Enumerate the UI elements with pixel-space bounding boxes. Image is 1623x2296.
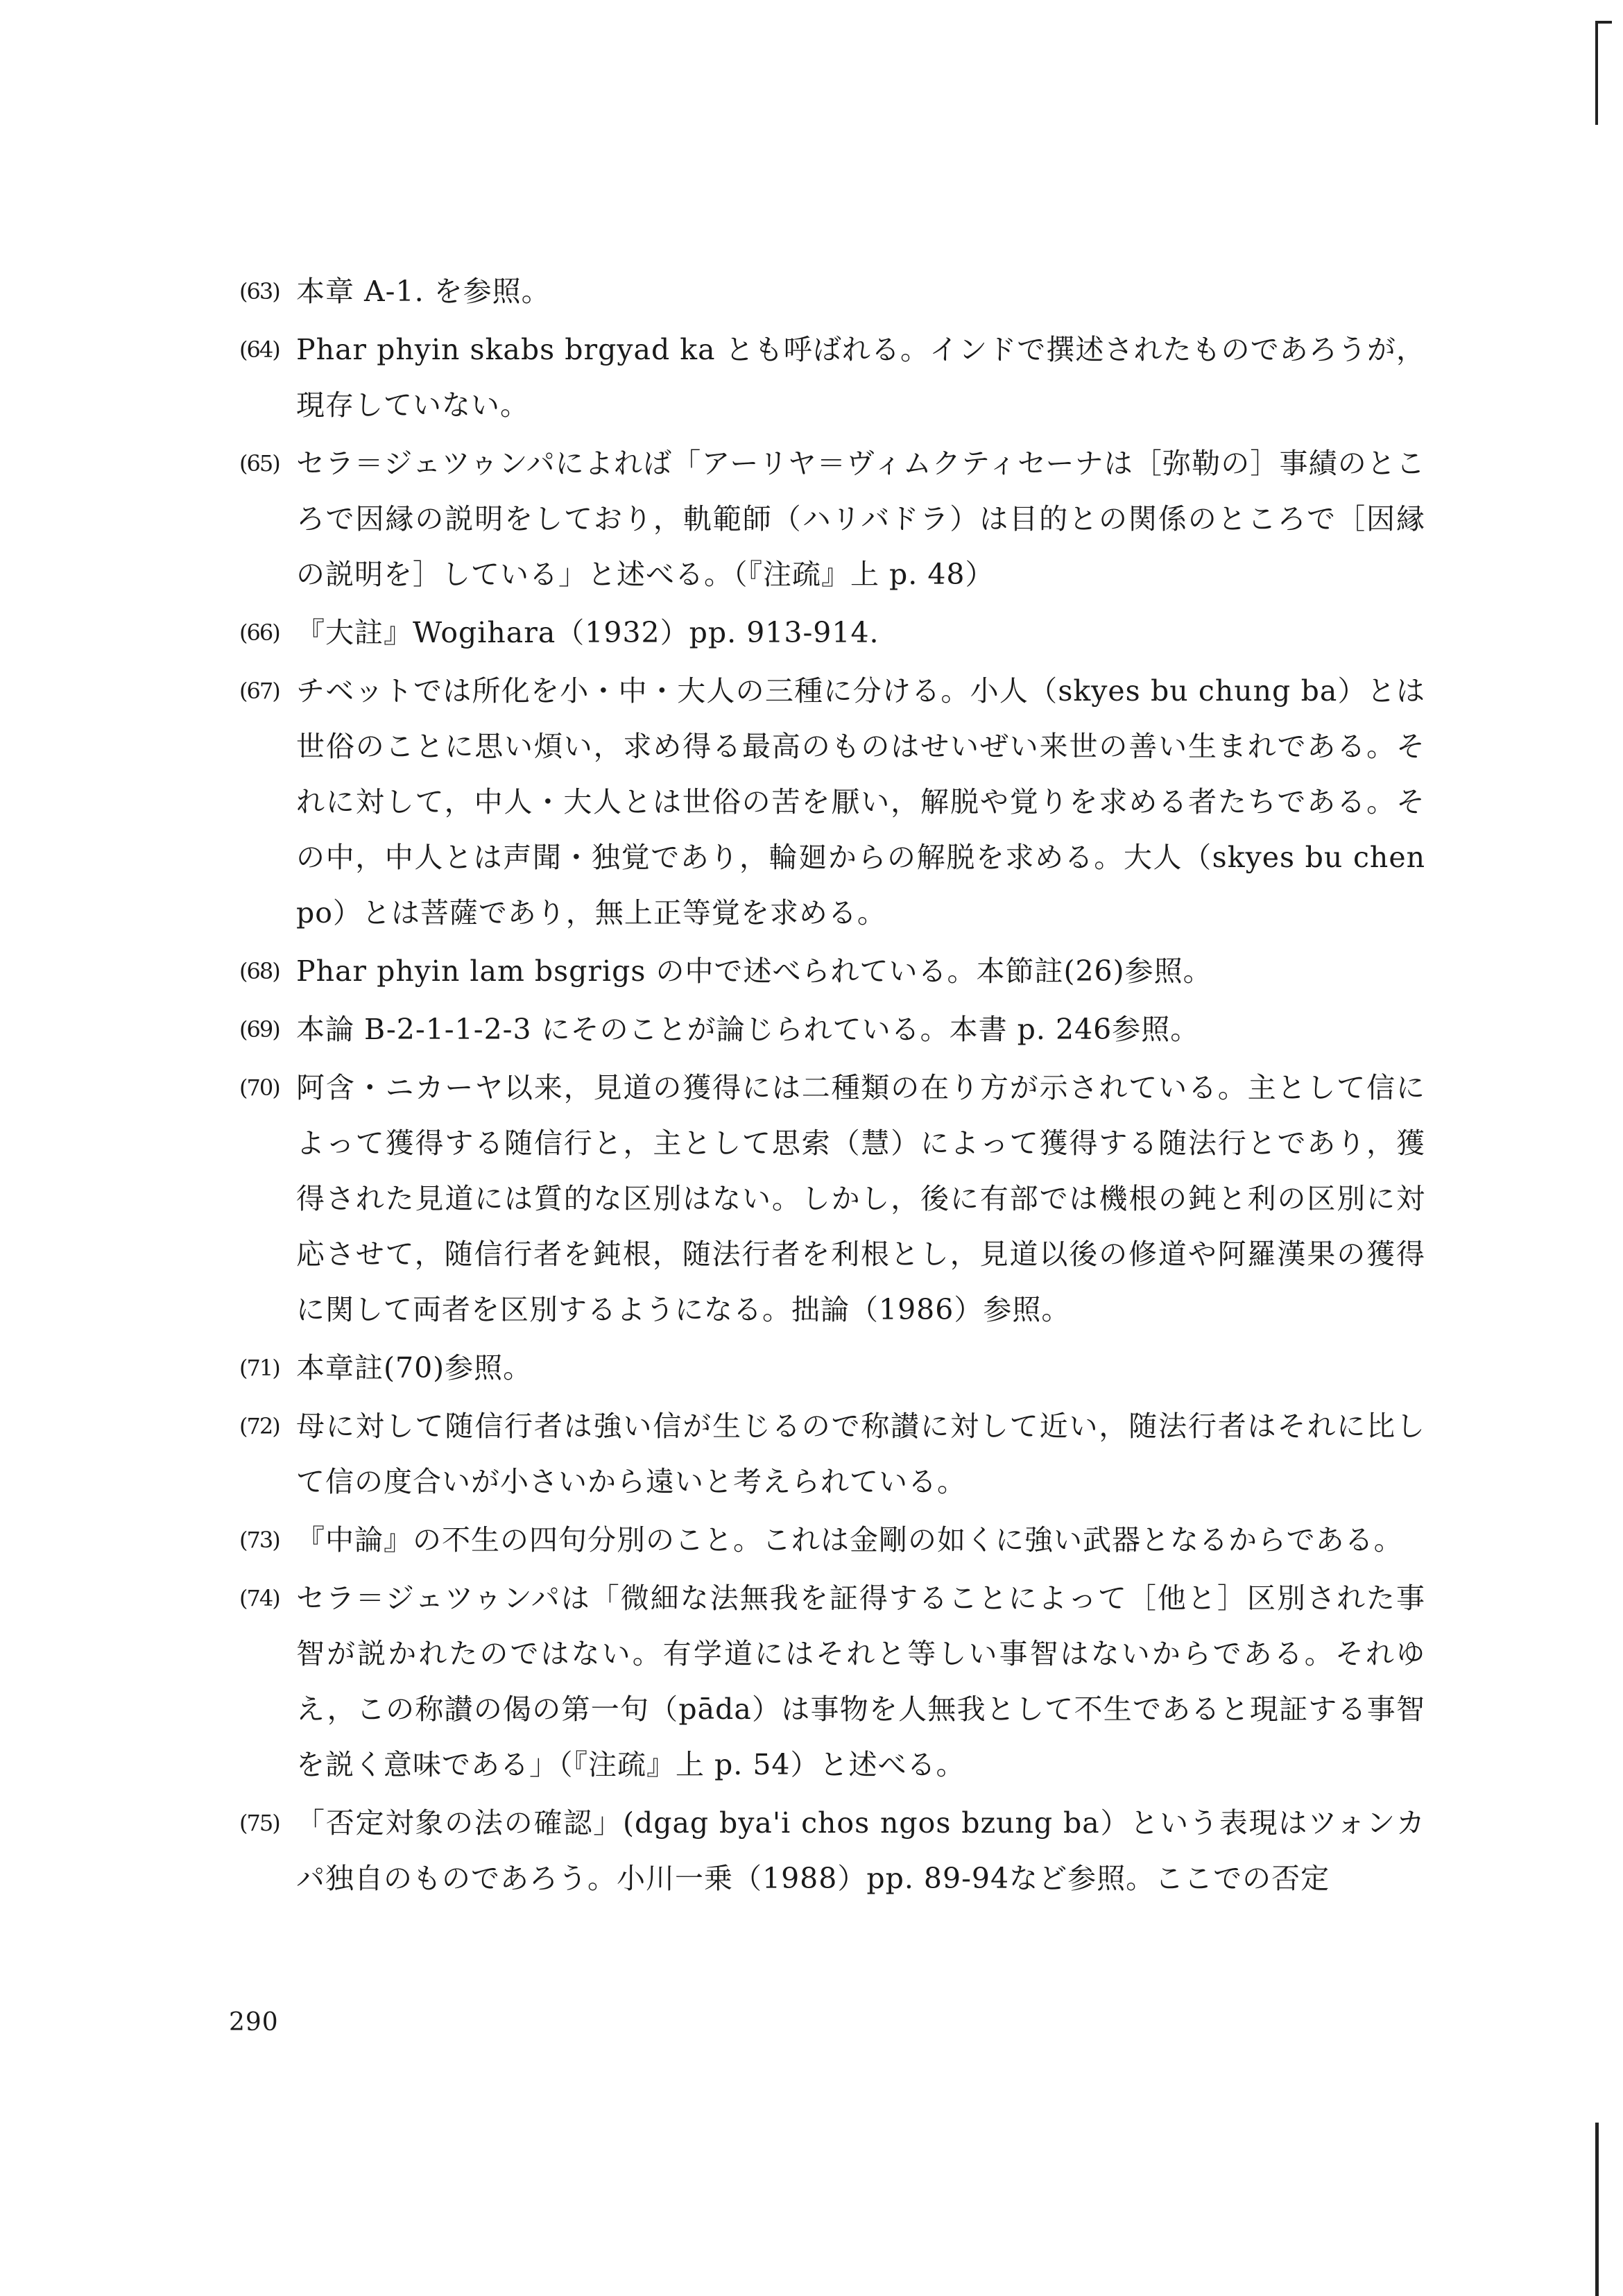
- page-number: 290: [229, 2008, 279, 2037]
- endnote-66: [239, 605, 1425, 660]
- endnote-number: (75): [239, 1810, 280, 1836]
- endnote-67: [239, 663, 1425, 941]
- endnote-text: Phar phyin skabs brgyad ka とも呼ばれる。インドで撰述されたものであろうが，現存していない。: [296, 333, 1425, 422]
- endnote-70: [239, 1060, 1425, 1337]
- endnote-73: [239, 1512, 1425, 1568]
- endnote-number: (71): [239, 1355, 280, 1381]
- endnote-number: (69): [239, 1016, 280, 1043]
- endnote-text: 母に対して随信行者は強い信が生じるので称讃に対して近い，随法行者はそれに比して信の度合いが小さいから遠いと考えられている。: [296, 1410, 1425, 1498]
- endnote-text: 『中論』の不生の四句分別のこと。これは金剛の如くに強い武器となるからである。: [296, 1523, 1403, 1557]
- endnote-64: [239, 322, 1425, 433]
- endnote-number: (67): [239, 678, 280, 704]
- endnote-number: (66): [239, 619, 280, 646]
- endnote-text: 本章 A-1. を参照。: [296, 275, 551, 308]
- endnote-text: 本章註(70)参照。: [296, 1351, 533, 1385]
- endnote-69: [239, 1002, 1425, 1057]
- scan-edge-line-top: [1595, 21, 1598, 125]
- endnote-71: [239, 1340, 1425, 1396]
- endnotes-list: [239, 264, 1425, 1909]
- endnote-text: 「否定対象の法の確認」(dgag bya'i chos ngos bzung ba）という表現はツォンカパ独自のものであろう。小川一乗（1988）pp. 89-94など参照。ここでの否定: [296, 1806, 1425, 1895]
- endnote-68: [239, 943, 1425, 999]
- endnote-number: (70): [239, 1074, 280, 1101]
- scan-edge-marks: [1595, 0, 1623, 2296]
- scan-edge-line-bottom: [1595, 2123, 1599, 2296]
- endnote-72: [239, 1398, 1425, 1509]
- endnote-63: [239, 264, 1425, 319]
- endnote-text: Phar phyin lam bsgrigs の中で述べられている。本節註(26)参照。: [296, 954, 1212, 988]
- endnote-text: 『大註』Wogihara（1932）pp. 913-914.: [296, 616, 879, 649]
- endnote-number: (73): [239, 1527, 280, 1553]
- endnote-75: [239, 1795, 1425, 1906]
- endnote-text: セラ＝ジェツゥンパは「微細な法無我を証得することによって［他と］区別された事智が説かれたのではない。有学道にはそれと等しい事智はないからである。それゆえ，この称讃の偈の第一句（pāda）は事物を人無我として不生であると現証する事智を説く意味である」（『注疏』上 p. 54）と述べる。: [296, 1582, 1425, 1781]
- endnote-text: 本論 B-2-1-1-2-3 にそのことが論じられている。本書 p. 246参照。: [296, 1013, 1200, 1046]
- endnote-text: セラ＝ジェツゥンパによれば「アーリヤ＝ヴィムクティセーナは［弥勒の］事績のところで因縁の説明をしており，軌範師（ハリバドラ）は目的との関係のところで［因縁の説明を］している」と述べる。（『注疏』上 p. 48）: [296, 447, 1425, 591]
- endnote-number: (74): [239, 1585, 280, 1611]
- endnote-text: 阿含・ニカーヤ以来，見道の獲得には二種類の在り方が示されている。主として信によって獲得する随信行と，主として思索（慧）によって獲得する随法行とであり，獲得された見道には質的な区別はない。しかし，後に有部では機根の鈍と利の区別に対応させて，随信行者を鈍根，随法行者を利根とし，見道以後の修道や阿羅漢果の獲得に関して両者を区別するようになる。拙論（1986）参照。: [296, 1071, 1425, 1326]
- endnote-text: チベットでは所化を小・中・大人の三種に分ける。小人（skyes bu chung ba）とは世俗のことに思い煩い，求め得る最高のものはせいぜい来世の善い生まれである。それに対して，中人・大人とは世俗の苦を厭い，解脱や覚りを求める者たちである。その中，中人とは声聞・独覚であり，輪廻からの解脱を求める。大人（skyes bu chen po）とは菩薩であり，無上正等覚を求める。: [296, 674, 1426, 929]
- endnote-65: [239, 436, 1425, 602]
- endnote-number: (72): [239, 1413, 280, 1439]
- endnote-number: (68): [239, 958, 280, 984]
- endnote-74: [239, 1570, 1425, 1792]
- endnote-number: (64): [239, 336, 280, 363]
- endnote-number: (65): [239, 450, 280, 477]
- endnote-number: (63): [239, 278, 280, 305]
